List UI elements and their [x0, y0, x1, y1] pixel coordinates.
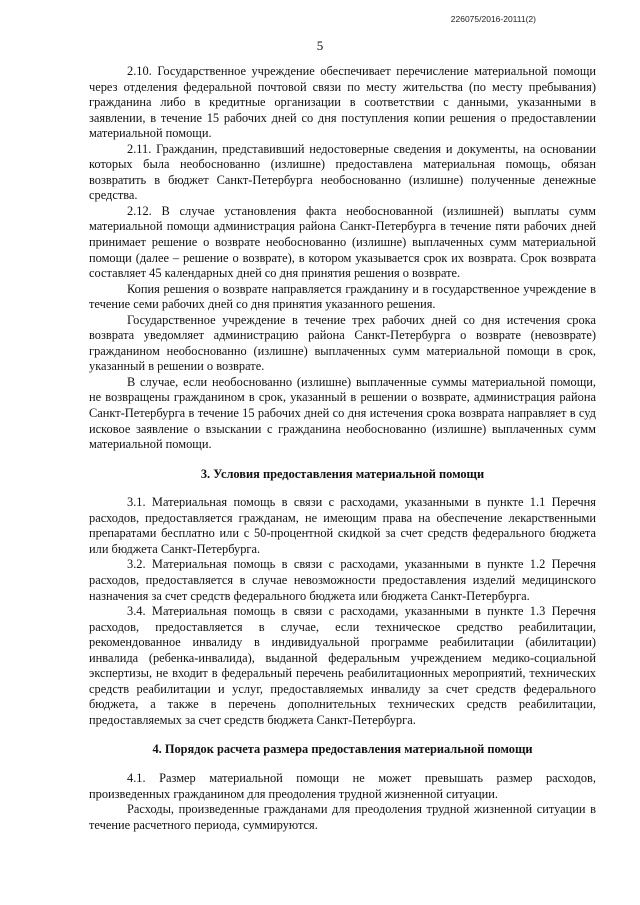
- section-4-heading: 4. Порядок расчета размера предоставления материальной помощи: [152, 742, 533, 757]
- paragraph-4-1: 4.1. Размер материальной помощи не может превышать размер расходов, произведенных гражданином для преодоления трудной жизненной ситуации.: [89, 770, 596, 801]
- paragraph-2-10: 2.10. Государственное учреждение обеспечивает перечисление материальной помощи через отделения федеральной почтовой связи по месту жительства (по месту пребывания) гражданина либо в кредитные организации в соответствии с данными, указанными в заявлении, в течение 15 рабочих дней со дня поступления копии решения о предоставлении материальной помощи.: [89, 64, 596, 141]
- paragraph-court-claim: В случае, если необоснованно (излишне) выплаченные суммы материальной помощи, не возвращены гражданином в срок, указанный в решении о возврате, администрация района Санкт-Петербурга в течение 15 рабочих дней со дня истечения срока возврата направляет в суд исковое заявление о взыскании с гражданина необоснованно (излишне) выплаченных сумм материальной помощи.: [89, 374, 596, 452]
- paragraph-3-4: 3.4. Материальная помощь в связи с расходами, указанными в пункте 1.3 Перечня расходов, предоставляется в случае, если техническое средство реабилитации, рекомендованное инвалиду в индивидуальной программе реабилитации (абилитации) инвалида (ребенка-инвалида), выданной федеральным учреждением медико-социальной экспертизы, не входит в федеральный перечень реабилитационных мероприятий, технических средств реабилитации и услуг, предоставляемых инвалиду за счет средств федерального бюджета, а также в перечень дополнительных технических средств реабилитации, предоставляемых за счет средств бюджета Санкт-Петербурга.: [89, 604, 596, 727]
- paragraph-3-2: 3.2. Материальная помощь в связи с расходами, указанными в пункте 1.2 Перечня расходов, предоставляется в случае невозможности предоставления изделий медицинского назначения за счет средств федерального бюджета или бюджета Санкт-Петербурга.: [89, 557, 596, 603]
- section-3-heading: 3. Условия предоставления материальной помощи: [200, 466, 485, 481]
- paragraph-2-11: 2.11. Гражданин, представивший недостоверные сведения и документы, на основании которых была необоснованно (излишне) предоставлена материальная помощь, обязан возвратить в бюджет Санкт-Петербурга необоснованно (излишне) полученные денежные средства.: [89, 141, 596, 203]
- paragraph-expenses-summed: Расходы, произведенные гражданами для преодоления трудной жизненной ситуации в течение расчетного периода, суммируются.: [89, 802, 596, 832]
- paragraph-notification: Государственное учреждение в течение трех рабочих дней со дня истечения срока возврата уведомляет администрацию района Санкт-Петербурга о возврате (невозврате) гражданином необоснованно (излишне) выплаченных сумм материальной помощи в срок, указанный в решении о возврате.: [89, 312, 596, 374]
- document-body: [89, 64, 596, 833]
- paragraph-copy-of-decision: Копия решения о возврате направляется гражданину и в государственное учреждение в течение семи рабочих дней со дня принятия указанного решения.: [89, 281, 596, 312]
- paragraph-2-12: 2.12. В случае установления факта необоснованной (излишней) выплаты сумм материальной помощи администрация района Санкт-Петербурга в течение пяти рабочих дней принимает решение о возврате необоснованно (излишне) выплаченных сумм материальной помощи (далее – решение о возврате), в котором указывается срок их возврата. Срок возврата составляет 45 календарных дней со дня принятия решения о возврате.: [89, 203, 596, 281]
- page-number: 5: [316, 38, 324, 53]
- document-id: 226075/2016-20111(2): [450, 14, 536, 24]
- paragraph-3-1: 3.1. Материальная помощь в связи с расходами, указанными в пункте 1.1 Перечня расходов, предоставляется гражданам, не имеющим права на обеспечение лекарственными препаратами бесплатно или с 50-процентной скидкой за счет средств федерального бюджета или бюджета Санкт-Петербурга.: [89, 495, 596, 556]
